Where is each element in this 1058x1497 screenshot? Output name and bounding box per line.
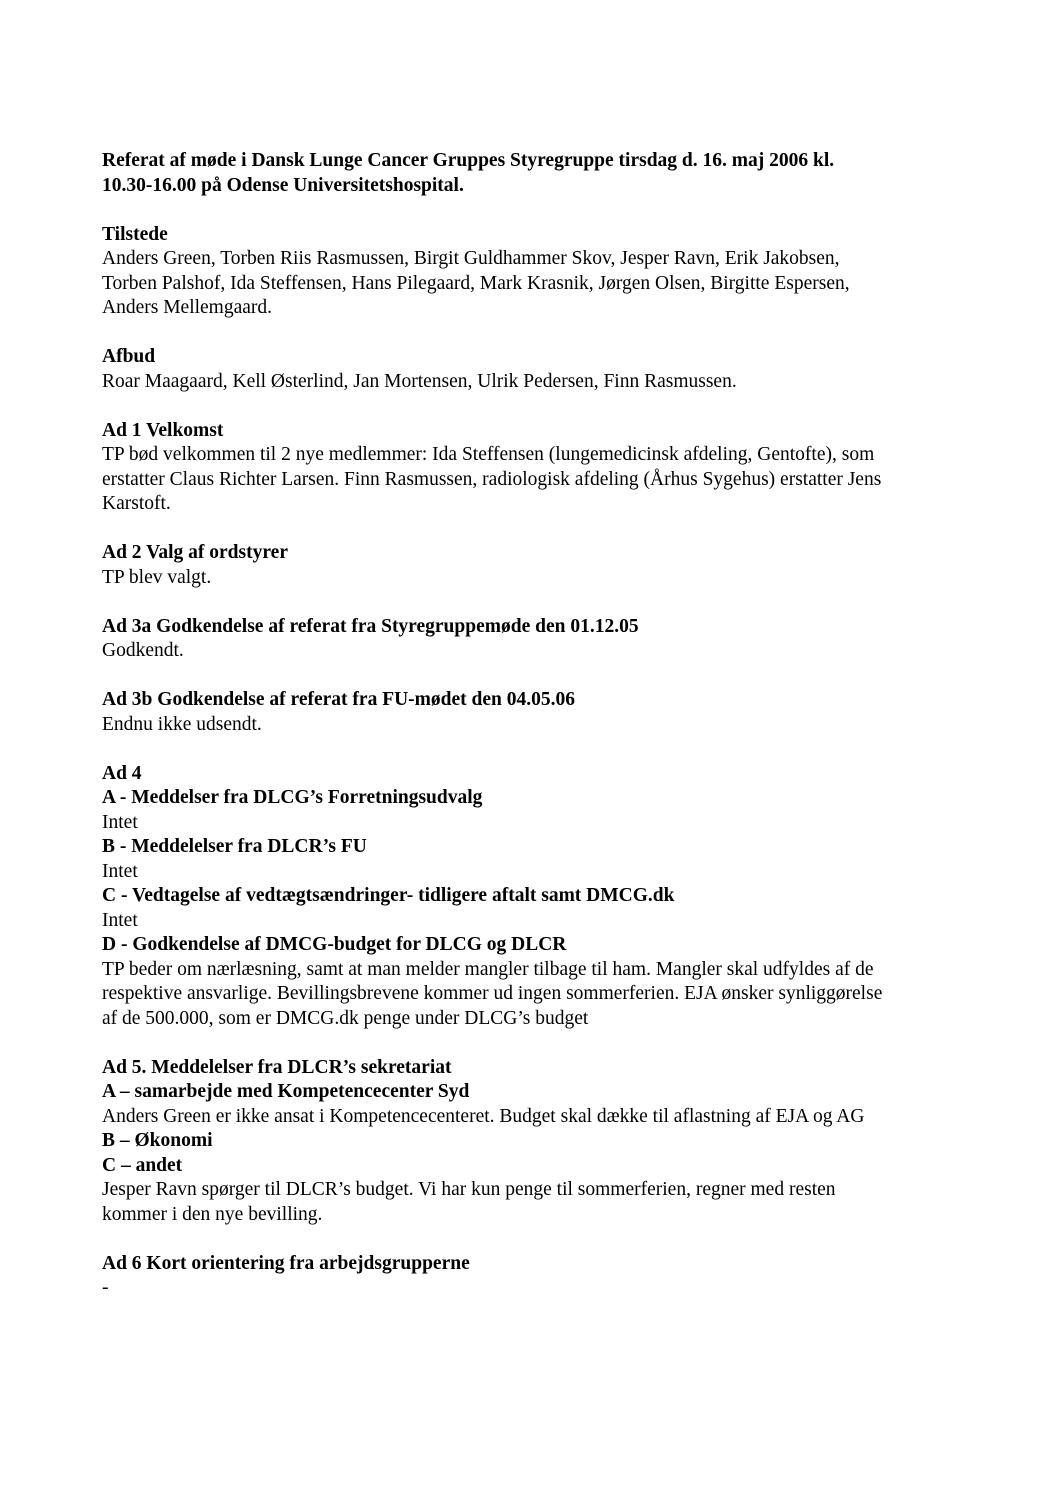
paragraph-line: Anders Green er ikke ansat i Kompetencecenteret. Budget skal dække til aflastning af EJA og AG — [102, 1105, 865, 1127]
paragraph-line: Intet — [102, 909, 138, 931]
paragraph-line: TP bød velkommen til 2 nye medlemmer: Ida Steffensen (lungemedicinsk afdeling, Gentofte), som — [102, 444, 875, 465]
paragraph-line: kommer i den nye bevilling. — [102, 1203, 323, 1225]
paragraph-line: Intet — [102, 860, 138, 882]
document-title-continued: 10.30-16.00 på Odense Universitetshospital. — [102, 174, 464, 196]
paragraph-line: Intet — [102, 811, 138, 833]
subsection-heading-ad5-c: C – andet — [102, 1154, 183, 1176]
paragraph-line: TP beder om nærlæsning, samt at man melder mangler tilbage til ham. Mangler skal udfyldes af de — [102, 958, 874, 980]
paragraph-line: Anders Mellemgaard. — [102, 297, 273, 318]
subsection-heading-ad5-b: B – Økonomi — [102, 1130, 213, 1151]
paragraph-line: Jesper Ravn spørger til DLCR’s budget. Vi har kun penge til sommerferien, regner med resten — [102, 1179, 836, 1200]
section-heading-ad1: Ad 1 Velkomst — [102, 419, 224, 441]
paragraph-line: - — [102, 1277, 109, 1298]
section-heading-tilstede: Tilstede — [102, 223, 168, 245]
document-page — [102, 149, 982, 1301]
paragraph-line: erstatter Claus Richter Larsen. Finn Rasmussen, radiologisk afdeling (Århus Sygehus) erstatter Jens — [102, 468, 882, 490]
subsection-heading-ad4-d: D - Godkendelse af DMCG-budget for DLCG og DLCR — [102, 934, 567, 955]
subsection-heading-ad4-a: A - Meddelser fra DLCG’s Forretningsudvalg — [102, 787, 483, 808]
paragraph-line: Anders Green, Torben Riis Rasmussen, Birgit Guldhammer Skov, Jesper Ravn, Erik Jakobsen, — [102, 248, 840, 269]
section-heading-ad3a: Ad 3a Godkendelse af referat fra Styregruppemøde den 01.12.05 — [102, 615, 639, 637]
paragraph-line: Roar Maagaard, Kell Østerlind, Jan Mortensen, Ulrik Pedersen, Finn Rasmussen. — [102, 370, 737, 392]
paragraph-line: af de 500.000, som er DMCG.dk penge under DLCG’s budget — [102, 1007, 589, 1029]
paragraph-line: TP blev valgt. — [102, 566, 212, 588]
section-heading-ad6: Ad 6 Kort orientering fra arbejdsgrupperne — [102, 1252, 470, 1274]
paragraph-line: respektive ansvarlige. Bevillingsbrevene kommer ud ingen sommerferien. EJA ønsker synliggørelse — [102, 983, 883, 1004]
document-title: Referat af møde i Dansk Lunge Cancer Gruppes Styregruppe tirsdag d. 16. maj 2006 kl. — [102, 150, 835, 171]
section-heading-afbud: Afbud — [102, 346, 156, 367]
section-heading-ad2: Ad 2 Valg af ordstyrer — [102, 542, 288, 563]
subsection-heading-ad4-c: C - Vedtagelse af vedtægtsændringer- tidligere aftalt samt DMCG.dk — [102, 885, 675, 906]
section-heading-ad5: Ad 5. Meddelelser fra DLCR’s sekretariat — [102, 1056, 452, 1078]
subsection-heading-ad4-b: B - Meddelelser fra DLCR’s FU — [102, 836, 367, 857]
paragraph-line: Endnu ikke udsendt. — [102, 713, 262, 735]
section-heading-ad4: Ad 4 — [102, 762, 142, 784]
paragraph-line: Godkendt. — [102, 640, 184, 661]
paragraph-line: Karstoft. — [102, 493, 171, 514]
subsection-heading-ad5-a: A – samarbejde med Kompetencecenter Syd — [102, 1081, 470, 1102]
paragraph-line: Torben Palshof, Ida Steffensen, Hans Pilegaard, Mark Krasnik, Jørgen Olsen, Birgitte Espersen, — [102, 272, 850, 294]
section-heading-ad3b: Ad 3b Godkendelse af referat fra FU-mødet den 04.05.06 — [102, 689, 576, 710]
